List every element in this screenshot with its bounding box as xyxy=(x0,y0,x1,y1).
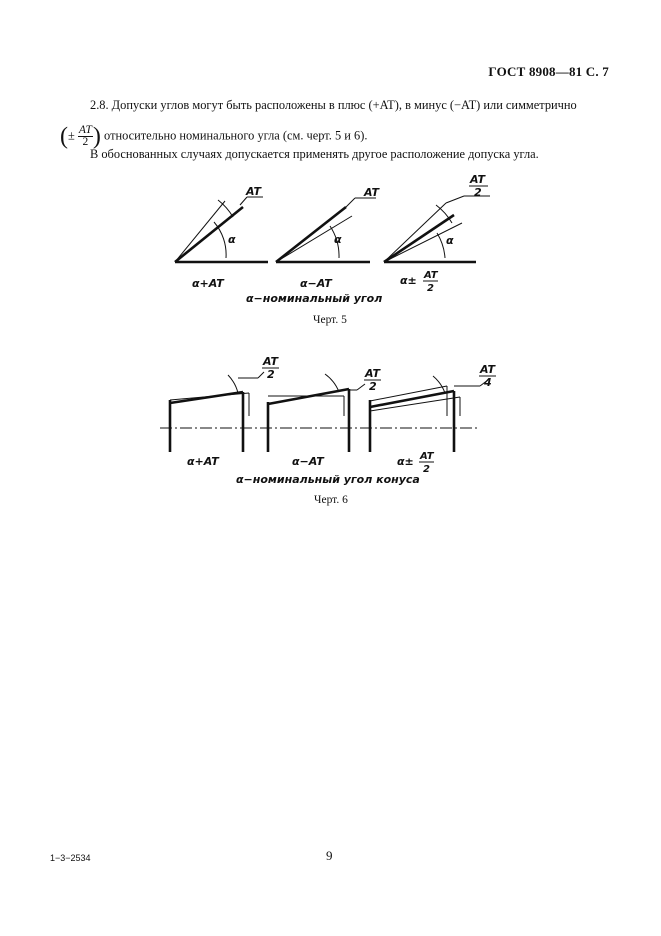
paren-close: ) xyxy=(92,123,101,150)
fig5-label-half-den: 2 xyxy=(474,186,482,199)
fig5-diagram-minus xyxy=(276,198,376,262)
frac-den: 2 xyxy=(82,136,89,148)
pm-sign: ± xyxy=(68,128,75,143)
fig6-cone-plus xyxy=(170,372,264,452)
fig6-label-half-num-1: AT xyxy=(263,355,278,368)
paren-open: ( xyxy=(60,123,68,150)
fig5-diagram-sym xyxy=(384,196,490,262)
fig6-caption-sym-den: 2 xyxy=(423,464,430,475)
fig6-label-quarter-den: 4 xyxy=(484,376,492,389)
fig5-alpha-2: α xyxy=(334,233,342,246)
fig5-caption-sym-den: 2 xyxy=(427,283,434,294)
fig5-caption-sym-num: AT xyxy=(424,270,438,281)
fig6-label-quarter-num: AT xyxy=(480,363,495,376)
fig6-cone-minus xyxy=(268,374,365,452)
fig5-label-half-num: AT xyxy=(470,173,485,186)
fig6-caption-plus: α+AT xyxy=(187,455,219,468)
paragraph-2-8: 2.8. Допуски углов могут быть расположены в плюс (+AT), в минус (−AT) или симметрично xyxy=(90,98,577,112)
fig6-label-half-num-2: AT xyxy=(365,367,380,380)
fig6-caption-minus: α−AT xyxy=(292,455,324,468)
fig6-caption-sym: α± xyxy=(397,455,414,468)
fig5-legend: α−номинальный угол xyxy=(246,292,383,305)
fig5-title: Черт. 5 xyxy=(313,314,347,326)
fig6-title: Черт. 6 xyxy=(314,494,348,506)
page-number: 9 xyxy=(326,848,333,863)
fig5-caption-sym: α± xyxy=(400,274,417,287)
paragraph-other: В обоснованных случаях допускается применять другое расположение допуска угла. xyxy=(90,147,539,161)
fig6-cone-sym xyxy=(370,376,488,452)
figure-6 xyxy=(160,372,488,452)
fig6-caption-sym-num: AT xyxy=(420,451,434,462)
footer-code: 1−3−2534 xyxy=(50,853,91,863)
document-header: ГОСТ 8908—81 С. 7 xyxy=(488,64,609,79)
fig5-label-at-1: AT xyxy=(246,185,261,198)
fig6-label-half-den-1: 2 xyxy=(267,368,275,381)
fig5-alpha-1: α xyxy=(228,233,236,246)
fig5-alpha-3: α xyxy=(446,234,454,247)
fig5-label-at-2: AT xyxy=(364,186,379,199)
fig5-caption-plus: α+AT xyxy=(192,277,224,290)
fig5-diagram-plus xyxy=(175,197,268,262)
fig6-legend: α−номинальный угол конуса xyxy=(236,473,420,486)
fig5-caption-minus: α−AT xyxy=(300,277,332,290)
paragraph-tail: относительно номинального угла (см. черт. 5 и 6). xyxy=(104,128,368,143)
frac-num: AT xyxy=(78,124,92,136)
fig6-label-half-den-2: 2 xyxy=(369,380,377,393)
